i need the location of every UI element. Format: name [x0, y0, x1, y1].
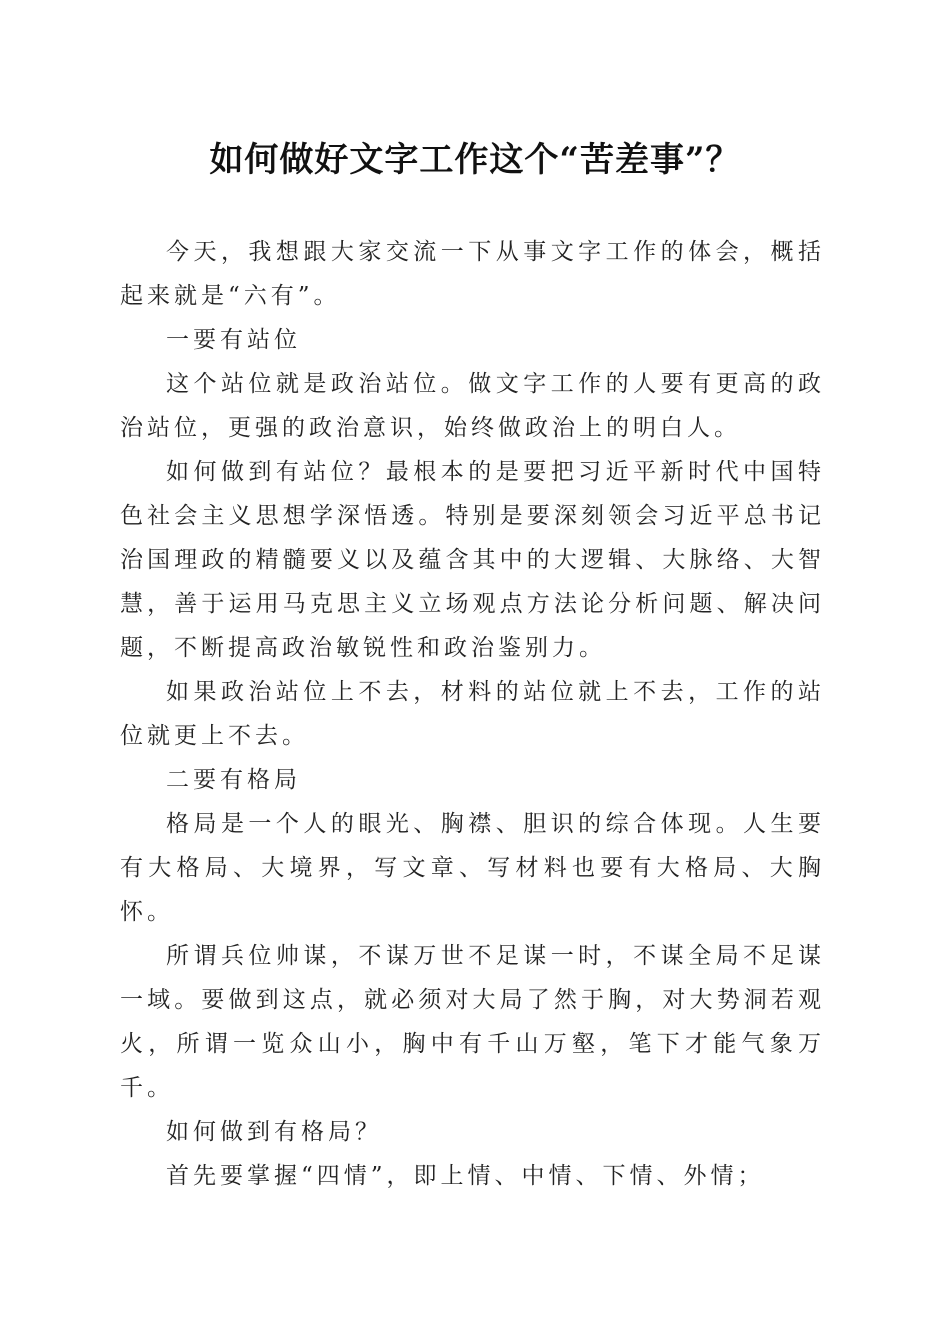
section-heading-1: 一要有站位	[166, 327, 301, 353]
paragraph: 这个站位就是政治站位。做文字工作的人要有更高的政治站位，更强的政治意识，始终做政治上的明白人。	[120, 371, 825, 441]
paragraph: 所谓兵位帅谋，不谋万世不足谋一时，不谋全局不足谋一域。要做到这点，就必须对大局了然于胸，对大势洞若观火，所谓一览众山小，胸中有千山万壑，笔下才能气象万千。	[120, 943, 825, 1101]
section-heading-2: 二要有格局	[166, 767, 301, 793]
paragraph-intro: 今天，我想跟大家交流一下从事文字工作的体会，概括起来就是“六有”。	[120, 239, 825, 309]
paragraph: 格局是一个人的眼光、胸襟、胆识的综合体现。人生要有大格局、大境界，写文章、写材料也要有大格局、大胸怀。	[120, 811, 825, 925]
paragraph: 如果政治站位上不去，材料的站位就上不去，工作的站位就更上不去。	[120, 679, 825, 749]
document-title: 如何做好文字工作这个“苦差事”？	[209, 140, 741, 180]
paragraph: 如何做到有站位？最根本的是要把习近平新时代中国特色社会主义思想学深悟透。特别是要深刻领会习近平总书记治国理政的精髓要义以及蕴含其中的大逻辑、大脉络、大智慧，善于运用马克思主义立场观点方法论分析问题、解决问题，不断提高政治敏锐性和政治鉴别力。	[120, 459, 825, 661]
paragraph: 如何做到有格局？	[166, 1119, 382, 1145]
paragraph: 首先要掌握“四情”，即上情、中情、下情、外情；	[166, 1163, 765, 1189]
document-body	[120, 230, 825, 1198]
